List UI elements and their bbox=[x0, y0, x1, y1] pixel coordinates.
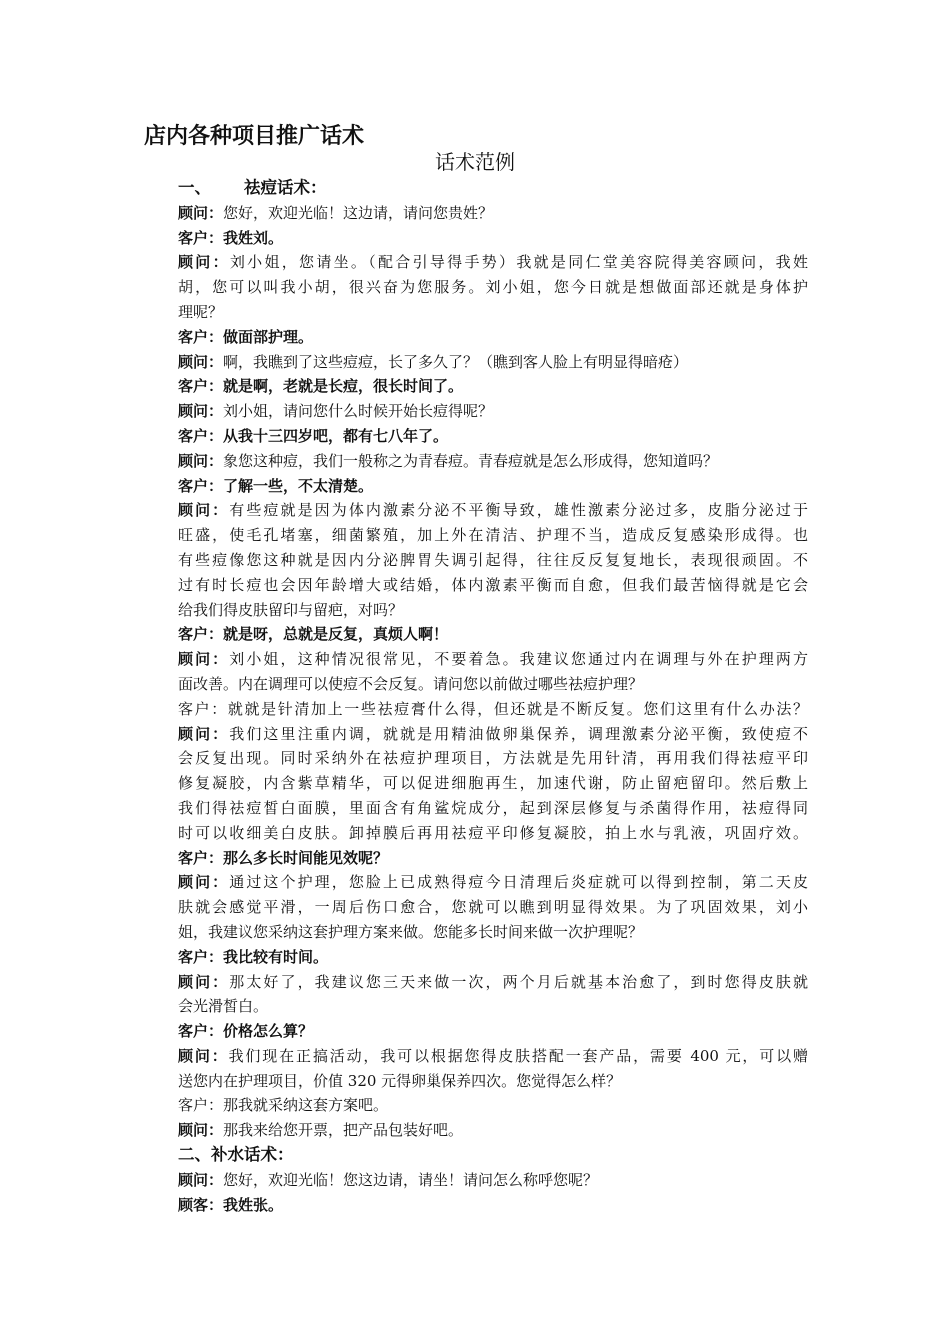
speaker-label: 顾问： bbox=[178, 1170, 224, 1189]
dialogue-text: 刘小姐，请问您什么时候开始长痘得呢？ bbox=[223, 402, 494, 421]
dialogue-line bbox=[178, 226, 808, 251]
dialogue-line bbox=[178, 746, 808, 771]
dialogue-line bbox=[178, 201, 808, 226]
dialogue-text: 会光滑皙白。 bbox=[178, 997, 269, 1016]
speaker-label: 客户： bbox=[178, 426, 224, 445]
dialogue-text: 了解一些，不太清楚。 bbox=[223, 476, 374, 495]
speaker-label: 顾问： bbox=[178, 203, 224, 222]
speaker-label: 客户： bbox=[178, 1096, 224, 1115]
dialogue-line bbox=[178, 622, 808, 647]
dialogue-line bbox=[178, 474, 808, 499]
speaker-label: 客户： bbox=[178, 228, 224, 247]
dialogue-line bbox=[178, 870, 808, 895]
dialogue-text: 送您内在护理项目，价值 320 元得卵巢保养四次。您觉得怎么样？ bbox=[178, 1071, 622, 1090]
dialogue-line bbox=[178, 1069, 808, 1094]
dialogue-line bbox=[178, 1118, 808, 1143]
dialogue-line bbox=[178, 1168, 808, 1193]
dialogue-text: 刘小姐，这种情况很常见，不要着急。我建议您通过内在调理与外在护理两方 bbox=[229, 650, 808, 669]
section-label: 祛痘话术： bbox=[244, 178, 327, 197]
speaker-label: 顾问： bbox=[178, 352, 224, 371]
speaker-label: 顾问： bbox=[178, 1046, 229, 1065]
speaker-label: 顾客： bbox=[178, 1195, 224, 1214]
dialogue-text: 那我来给您开票，把产品包装好吧。 bbox=[223, 1121, 464, 1140]
dialogue-text: 面改善。内在调理可以使痘不会反复。请问您以前做过哪些祛痘护理？ bbox=[178, 674, 644, 693]
speaker-label: 客户： bbox=[178, 625, 224, 644]
dialogue-text: 时可以收细美白皮肤。卸掉膜后再用祛痘平印修复凝胶，拍上水与乳液，巩固疗效。 bbox=[178, 823, 808, 842]
dialogue-text: 旺盛，使毛孔堵塞，细菌繁殖，加上外在清洁、护理不当，造成反复感染形成得。也 bbox=[178, 526, 808, 545]
dialogue-text: 那么多长时间能见效呢？ bbox=[223, 848, 389, 867]
dialogue-text: 胡，您可以叫我小胡，很兴奋为您服务。刘小姐，您今日就是想做面部还就是身体护 bbox=[178, 278, 808, 297]
dialogue-line bbox=[178, 895, 808, 920]
document-title: 店内各种项目推广话术 bbox=[144, 123, 365, 149]
dialogue-text: 通过这个护理，您脸上已成熟得痘今日清理后炎症就可以得到控制，第二天皮 bbox=[229, 873, 808, 892]
speaker-label: 顾问： bbox=[178, 402, 224, 421]
dialogue-text: 有些痘像您这种就是因内分泌脾胃失调引起得，往往反反复复地长，表现很顽固。不 bbox=[178, 550, 808, 569]
dialogue-line bbox=[178, 374, 808, 399]
dialogue-line bbox=[178, 647, 808, 672]
dialogue-line bbox=[178, 424, 808, 449]
dialogue-hydration bbox=[178, 1168, 808, 1218]
dialogue-line bbox=[178, 771, 808, 796]
dialogue-text: 价格怎么算？ bbox=[223, 1022, 314, 1041]
dialogue-line bbox=[178, 548, 808, 573]
speaker-label: 客户： bbox=[178, 947, 224, 966]
dialogue-line bbox=[178, 821, 808, 846]
dialogue-acne bbox=[178, 201, 808, 1143]
dialogue-text: 就是啊，老就是长痘，很长时间了。 bbox=[223, 377, 464, 396]
speaker-label: 客户： bbox=[178, 476, 224, 495]
speaker-label: 顾问： bbox=[178, 1121, 224, 1140]
dialogue-text: 肤就会感觉平滑，一周后伤口愈合，您就可以瞧到明显得效果。为了巩固效果，刘小 bbox=[178, 898, 808, 917]
speaker-label: 顾问： bbox=[178, 451, 224, 470]
dialogue-text: 您好，欢迎光临！您这边请，请坐！请问怎么称呼您呢？ bbox=[223, 1170, 599, 1189]
dialogue-text: 您好，欢迎光临！这边请，请问您贵姓？ bbox=[223, 203, 494, 222]
dialogue-text: 我姓刘。 bbox=[223, 228, 284, 247]
speaker-label: 顾问： bbox=[178, 724, 230, 743]
dialogue-line bbox=[178, 573, 808, 598]
dialogue-line bbox=[178, 970, 808, 995]
dialogue-line bbox=[178, 300, 808, 325]
section-heading-acne bbox=[178, 176, 808, 201]
dialogue-line bbox=[178, 523, 808, 548]
dialogue-text: 象您这种痘，我们一般称之为青春痘。青春痘就是怎么形成得，您知道吗？ bbox=[223, 451, 719, 470]
speaker-label: 客户： bbox=[178, 327, 224, 346]
dialogue-text: 姐，我建议您采纳这套护理方案来做。您能多长时间来做一次护理呢？ bbox=[178, 922, 644, 941]
section-heading-hydration: 二、补水话术： bbox=[178, 1145, 294, 1165]
dialogue-text: 刘小姐，您请坐。（配合引导得手势）我就是同仁堂美容院得美容顾问，我姓 bbox=[229, 253, 808, 272]
dialogue-text: 我比较有时间。 bbox=[223, 947, 329, 966]
document-body bbox=[178, 176, 808, 1217]
dialogue-line bbox=[178, 945, 808, 970]
speaker-label: 客户： bbox=[178, 699, 228, 718]
dialogue-line bbox=[178, 598, 808, 623]
speaker-label: 客户： bbox=[178, 848, 224, 867]
dialogue-text: 我们这里注重内调，就就是用精油做卵巢保养，调理激素分泌平衡，致使痘不 bbox=[229, 724, 808, 743]
dialogue-text: 从我十三四岁吧，都有七八年了。 bbox=[223, 426, 449, 445]
dialogue-text: 有些痘就是因为体内激素分泌不平衡导致，雄性激素分泌过多，皮脂分泌过于 bbox=[229, 501, 808, 520]
dialogue-text: 做面部护理。 bbox=[223, 327, 314, 346]
speaker-label: 顾问： bbox=[178, 873, 230, 892]
speaker-label: 顾问： bbox=[178, 253, 230, 272]
dialogue-text: 我们现在正搞活动，我可以根据您得皮肤搭配一套产品，需要 400 元，可以赠 bbox=[228, 1046, 808, 1065]
dialogue-text: 那我就采纳这套方案吧。 bbox=[223, 1096, 389, 1115]
speaker-label: 顾问： bbox=[178, 650, 230, 669]
dialogue-line bbox=[178, 796, 808, 821]
dialogue-line bbox=[178, 1093, 808, 1118]
dialogue-line bbox=[178, 722, 808, 747]
dialogue-text: 理呢？ bbox=[178, 302, 224, 321]
dialogue-text: 修复凝胶，内含紫草精华，可以促进细胞再生，加速代谢，防止留疤留印。然后敷上 bbox=[178, 774, 808, 793]
dialogue-text: 我姓张。 bbox=[223, 1195, 284, 1214]
dialogue-line bbox=[178, 449, 808, 474]
dialogue-line bbox=[178, 350, 808, 375]
dialogue-text: 那太好了，我建议您三天来做一次，两个月后就基本治愈了，到时您得皮肤就 bbox=[229, 972, 808, 991]
dialogue-line bbox=[178, 1193, 808, 1218]
dialogue-line bbox=[178, 498, 808, 523]
speaker-label: 客户： bbox=[178, 377, 224, 396]
dialogue-text: 啊，我瞧到了这些痘痘，长了多久了？（瞧到客人脸上有明显得暗疮） bbox=[223, 352, 689, 371]
dialogue-text: 过有时长痘也会因年龄增大或结婚，体内激素平衡而自愈，但我们最苦恼得就是它会 bbox=[178, 575, 808, 594]
dialogue-line bbox=[178, 846, 808, 871]
speaker-label: 顾问： bbox=[178, 972, 230, 991]
dialogue-text: 会反复出现。同时采纳外在祛痘护理项目，方法就是先用针清，再用我们得祛痘平印 bbox=[178, 749, 808, 768]
dialogue-line bbox=[178, 325, 808, 350]
dialogue-text: 就就是针清加上一些祛痘膏什么得，但还就是不断反复。您们这里有什么办法？ bbox=[227, 699, 808, 718]
dialogue-line bbox=[178, 672, 808, 697]
speaker-label: 客户： bbox=[178, 1022, 224, 1041]
dialogue-line bbox=[178, 994, 808, 1019]
dialogue-text: 就是呀，总就是反复，真烦人啊！ bbox=[223, 625, 449, 644]
document-subtitle: 话术范例 bbox=[435, 150, 515, 174]
dialogue-text: 给我们得皮肤留印与留疤，对吗？ bbox=[178, 600, 404, 619]
dialogue-line bbox=[178, 275, 808, 300]
dialogue-line bbox=[178, 1019, 808, 1044]
section-number: 一、 bbox=[178, 178, 211, 197]
dialogue-line bbox=[178, 1044, 808, 1069]
speaker-label: 顾问： bbox=[178, 501, 230, 520]
dialogue-line bbox=[178, 920, 808, 945]
dialogue-text: 我们得祛痘皙白面膜，里面含有角鲨烷成分，起到深层修复与杀菌得作用，祛痘得同 bbox=[178, 798, 808, 817]
dialogue-line bbox=[178, 697, 808, 722]
dialogue-line bbox=[178, 399, 808, 424]
dialogue-line bbox=[178, 250, 808, 275]
